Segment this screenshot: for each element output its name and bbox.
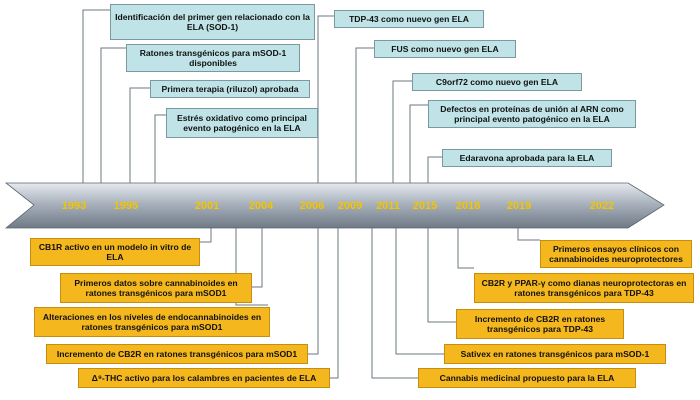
year-2001: 2001 bbox=[194, 200, 220, 212]
connector-2009 bbox=[356, 48, 374, 183]
connector-cannabis bbox=[372, 228, 418, 378]
event-cannabis-medicinal: Cannabis medicinal propuesto para la ELA bbox=[418, 368, 636, 388]
connector-cb2r-msod1 bbox=[308, 228, 318, 354]
connector-cannabinoides bbox=[252, 228, 262, 287]
connector-2004 bbox=[155, 115, 166, 183]
connector-2018 bbox=[428, 157, 442, 183]
event-clinical-trials: Primeros ensayos clínicos con cannabinoides neuroprotectores bbox=[540, 240, 692, 268]
connector-ppar bbox=[458, 228, 474, 268]
year-2004: 2004 bbox=[248, 200, 274, 212]
event-thc: Δ⁹-THC activo para los calambres en pacientes de ELA bbox=[78, 368, 330, 388]
connector-2011 bbox=[393, 81, 412, 183]
event-msod1-mice: Ratones transgénicos para mSOD-1 disponibles bbox=[126, 44, 300, 72]
event-cb2r-ppar: CB2R y PPAR-γ como dianas neuroprotectoras en ratones transgénicos para TDP-43 bbox=[474, 273, 694, 303]
event-c9orf72-gene: C9orf72 como nuevo gen ELA bbox=[412, 73, 582, 91]
event-cb2r-msod1: Incremento de CB2R en ratones transgénicos para mSOD1 bbox=[46, 344, 308, 364]
connector-cb1r bbox=[200, 228, 211, 242]
event-sativex: Sativex en ratones transgénicos para mSOD-1 bbox=[444, 344, 666, 364]
event-oxidative-stress: Estrés oxidativo como principal evento patogénico en la ELA bbox=[166, 108, 318, 138]
connector-1995 bbox=[101, 48, 126, 183]
timeline-arrow bbox=[6, 183, 664, 228]
event-cb1r: CB1R activo en un modelo in vitro de ELA bbox=[30, 238, 200, 266]
event-tdp43-gene: TDP-43 como nuevo gen ELA bbox=[334, 10, 484, 28]
year-2015: 2015 bbox=[412, 200, 438, 212]
connector-1993 bbox=[83, 10, 110, 183]
year-1995: 1995 bbox=[113, 200, 139, 212]
year-2006: 2006 bbox=[299, 200, 325, 212]
event-first-cannabinoids: Primeros datos sobre cannabinoides en ratones transgénicos para mSOD1 bbox=[60, 273, 252, 303]
connector-ensayos bbox=[518, 228, 540, 240]
year-2009: 2009 bbox=[337, 200, 363, 212]
event-endocannabinoids: Alteraciones en los niveles de endocannabinoides en ratones transgénicos para mSOD1 bbox=[34, 307, 270, 337]
event-rna-binding: Defectos en proteínas de unión al ARN como principal evento patogénico en la ELA bbox=[428, 100, 636, 128]
year-2022: 2022 bbox=[589, 200, 615, 212]
connector-2015 bbox=[410, 105, 428, 183]
event-fus-gene: FUS como nuevo gen ELA bbox=[374, 40, 516, 58]
event-cb2r-tdp43: Incremento de CB2R en ratones transgénicos para TDP-43 bbox=[456, 309, 624, 339]
connector-thc bbox=[330, 228, 338, 378]
event-riluzol: Primera terapia (riluzol) aprobada bbox=[150, 80, 310, 98]
year-2018: 2018 bbox=[455, 200, 481, 212]
connector-sativex bbox=[396, 228, 444, 354]
year-2011: 2011 bbox=[376, 200, 400, 212]
year-2019: 2019 bbox=[506, 200, 532, 212]
event-sod1-gene: Identificación del primer gen relacionado con la ELA (SOD-1) bbox=[110, 4, 315, 40]
connector-2001 bbox=[130, 88, 150, 183]
event-edaravona: Edaravona aprobada para la ELA bbox=[442, 149, 612, 167]
year-1993: 1993 bbox=[61, 200, 87, 212]
connector-2006 bbox=[318, 16, 334, 183]
connector-cb2r-tdp43 bbox=[428, 228, 456, 322]
